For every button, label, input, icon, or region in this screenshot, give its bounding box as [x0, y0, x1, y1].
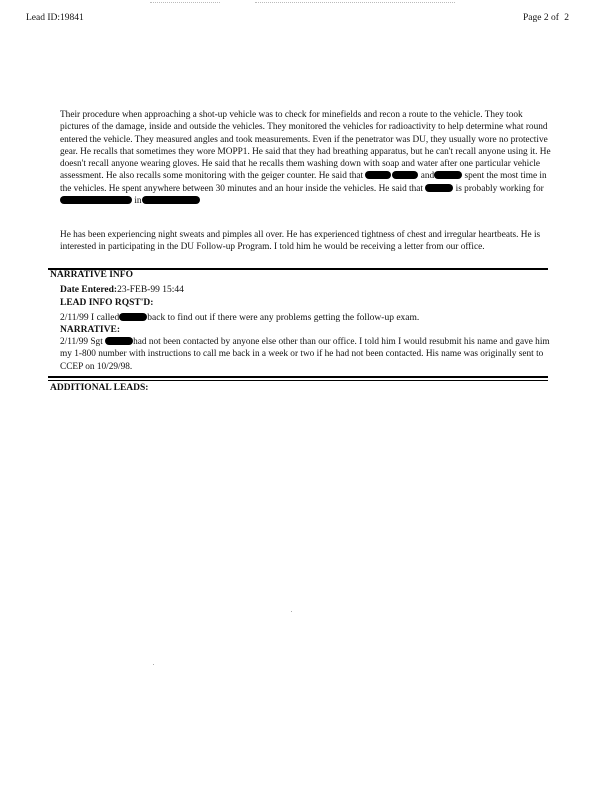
body-paragraph-2 — [60, 229, 552, 254]
additional-leads-heading: ADDITIONAL LEADS: — [50, 383, 149, 393]
redaction-mark — [105, 337, 133, 345]
paragraph-text: spent the most time in the vehicles. He spent anywhere between 30 minutes and an hour inside the vehicles. He said that — [60, 171, 547, 194]
redaction-mark — [365, 171, 391, 179]
redaction-mark — [60, 196, 132, 204]
page-indicator — [523, 13, 569, 23]
section-rule — [48, 380, 548, 381]
paragraph-text: and — [420, 171, 435, 182]
requested-text: back to find out if there were any problems getting the follow-up exam. — [147, 313, 420, 323]
date-entered — [60, 285, 184, 295]
scan-edge-line — [150, 2, 220, 3]
narrative-text — [60, 336, 552, 373]
page-total: 2 — [564, 13, 570, 23]
narrative-heading: NARRATIVE: — [60, 325, 120, 335]
date-entered-label: Date Entered: — [60, 285, 118, 295]
lead-info-requested-heading: LEAD INFO RQST'D: — [60, 298, 154, 308]
page-label: Page — [523, 13, 542, 23]
redaction-mark — [425, 184, 453, 192]
paragraph-text: Their procedure when approaching a shot-up vehicle was to check for minefields and recon a route to the vehicle. They took pictures of the damage, inside and outside the vehicles. They monitored the vehicles for radioactivity to help determine what round entered the vehicle. They measured angles and took measurements. Even if the penetrator was DU, they usually wore no protective gear. He recalls that sometimes they wore MOPP1. He said that they had breathing apparatus, but he can't recall anyone using it. He doesn't recall anyone wearing gloves. He said that he recalls them washing down with soap and water after one particular vehicle assessment. He also recalls some monitoring with the geiger counter. He said that — [60, 110, 551, 182]
redaction-mark — [392, 171, 418, 179]
redaction-mark — [119, 313, 147, 321]
lead-id: Lead ID:19841 — [26, 13, 84, 23]
redaction-mark — [434, 171, 462, 179]
page-of-label: of — [550, 13, 559, 23]
paragraph-text: in — [134, 196, 142, 207]
narrative-text-part: 2/11/99 Sgt — [60, 337, 103, 347]
scan-speck — [291, 611, 292, 612]
lead-info-requested-text — [60, 313, 419, 323]
scan-edge-line — [255, 2, 455, 3]
redaction-mark — [142, 196, 200, 204]
narrative-info-heading: NARRATIVE INFO — [50, 270, 133, 280]
requested-text: 2/11/99 I called — [60, 313, 120, 323]
narrative-text-part: had not been contacted by anyone else other than our office. I told him I would resubmit his name and gave him my 1-800 number with instructions to call me back in a week or two if he had not been contacted. His name was originally sent to CCEP on 10/29/98. — [60, 337, 550, 372]
date-entered-value: 23-FEB-99 15:44 — [117, 285, 184, 295]
paragraph-text: is probably working for — [455, 183, 544, 194]
paragraph-text: He has been experiencing night sweats and pimples all over. He has experienced tightness of chest and irregular heartbeats. He is interested in participating in the DU Follow-up Program. I told him he would be receiving a letter from our office. — [60, 230, 541, 253]
body-paragraph-1 — [60, 109, 552, 207]
scan-speck — [153, 664, 154, 665]
page-number: 2 — [543, 13, 549, 23]
section-rule — [48, 376, 548, 378]
